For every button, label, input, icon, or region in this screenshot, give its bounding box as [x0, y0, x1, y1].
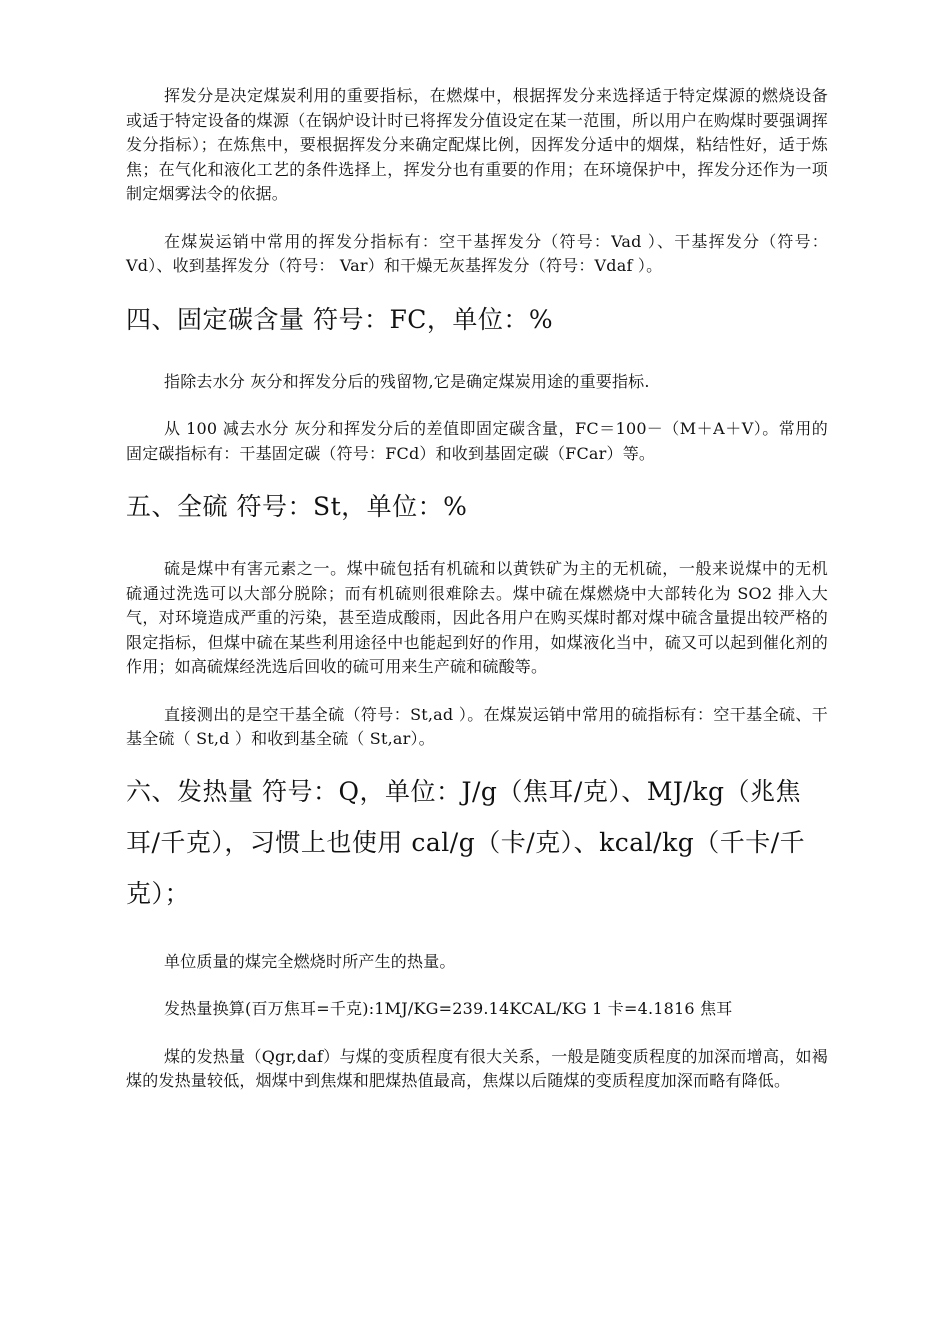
heading-fixed-carbon: 四、固定碳含量 符号：FC，单位：% — [126, 304, 554, 334]
heading-total-sulfur: 五、全硫 符号：St，单位：% — [126, 492, 468, 521]
paragraph-calorific-relationship: 煤的发热量（Qgr,daf）与煤的变质程度有很大关系，一般是随变质程度的加深而增高，如褐煤的发热量较低，烟煤中到焦煤和肥煤热值最高，焦煤以后随煤的变质程度加深而略有降低。 — [126, 1046, 828, 1090]
paragraph-fixed-carbon-definition: 指除去水分 灰分和挥发分后的残留物,它是确定煤炭用途的重要指标. — [164, 371, 650, 391]
heading-calorific-value: 六、发热量 符号：Q，单位：J/g（焦耳/克）、MJ/kg（兆焦耳/千克），习惯上也使用 cal/g（卡/克）、kcal/kg（千卡/千克）； — [126, 776, 806, 908]
paragraph-volatile-importance: 挥发分是决定煤炭利用的重要指标，在燃煤中，根据挥发分来选择适于特定煤源的燃烧设备或适于特定设备的煤源（在锅炉设计时已将挥发分值设定在某一范围，所以用户在购煤时要强调挥发分指标）；在炼焦中，要根据挥发分来确定配煤比例，因挥发分适中的烟煤，粘结性好，适于炼焦；在气化和液化工艺的条件选择上，挥发分也有重要的作用；在环境保护中，挥发分还作为一项制定烟雾法令的依据。 — [126, 86, 828, 203]
paragraph-calorific-definition: 单位质量的煤完全燃烧时所产生的热量。 — [164, 951, 456, 971]
paragraph-volatile-indicators: 在煤炭运销中常用的挥发分指标有：空干基挥发分（符号：Vad ）、干基挥发分（符号：Vd）、收到基挥发分（符号： Var）和干燥无灰基挥发分（符号：Vdaf ）。 — [126, 231, 828, 275]
paragraph-sulfur-description: 硫是煤中有害元素之一。煤中硫包括有机硫和以黄铁矿为主的无机硫，一般来说煤中的无机硫通过洗选可以大部分脱除；而有机硫则很难除去。煤中硫在煤燃烧中大部转化为 SO2 排入大气，对环境造成严重的污染，甚至造成酸雨，因此各用户在购买煤时都对煤中硫含量提出较严格的限定指标，但煤中硫在某些利用途径中也能起到好的作用，如煤液化当中，硫又可以起到催化剂的作用；如高硫煤经洗选后回收的硫可用来生产硫和硫酸等。 — [126, 559, 828, 676]
paragraph-fixed-carbon-calculation: 从 100 减去水分 灰分和挥发分后的差值即固定碳含量，FC＝100－（M＋A＋V）。常用的固定碳指标有：干基固定碳（符号：FCd）和收到基固定碳（FCar）等。 — [126, 419, 828, 463]
paragraph-sulfur-indicators: 直接测出的是空干基全硫（符号：St,ad ）。在煤炭运销中常用的硫指标有：空干基全硫、干基全硫（ St,d ）和收到基全硫（ St,ar）。 — [126, 704, 828, 748]
paragraph-calorific-conversion: 发热量换算(百万焦耳=千克):1MJ/KG=239.14KCAL/KG 1 卡=4.1816 焦耳 — [164, 999, 733, 1018]
document-page — [126, 84, 828, 1094]
